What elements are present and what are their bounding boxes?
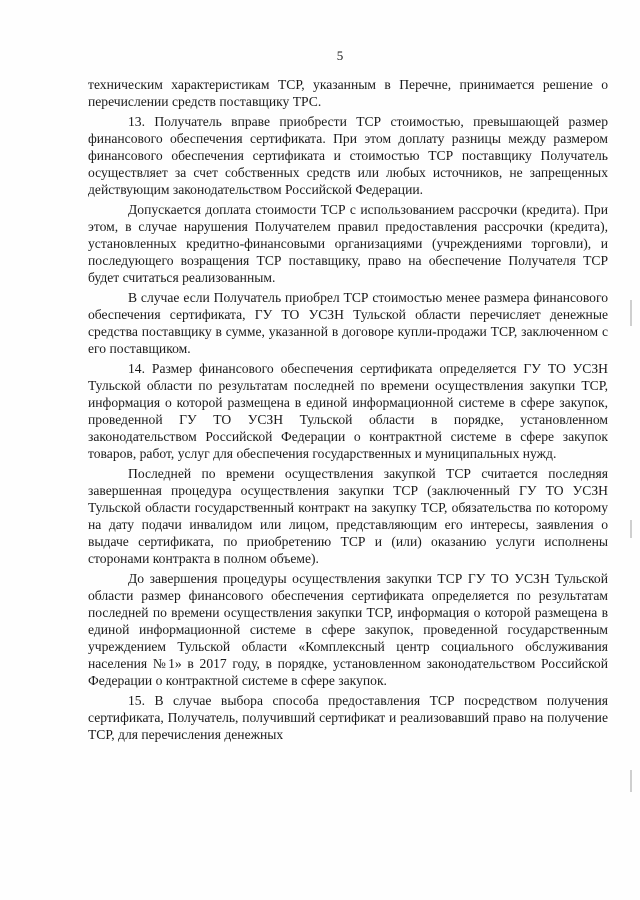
paragraph-last-procurement: Последней по времени осуществления закупкой ТСР считается последняя завершенная процедура осуществления закупки ТСР (заключенный ГУ ТО УСЗН Тульской области государственный контракт на закупку ТСР, обязательства по которому на дату подачи инвалидом или лицом, представляющим его интересы, заявления о выдаче сертификата, по приобретению ТСР и (или) оказанию услуги исполнены сторонами контракта в полном объеме).	[88, 466, 608, 566]
paragraph-item-13: 13. Получатель вправе приобрести ТСР стоимостью, превышающей размер финансового обеспечения сертификата. При этом доплату разницы между размером финансового обеспечения сертификата и стоимостью ТСР поставщику Получатель осуществляет за счет собственных средств или любых источников, не запрещенных действующим законодательством Российской Федерации.	[88, 114, 608, 197]
scan-edge-mark	[630, 770, 632, 792]
paragraph-item-15: 15. В случае выбора способа предоставления ТСР посредством получения сертификата, Получатель, получивший сертификат и реализовавший право на получение ТСР, для перечисления денежных	[88, 693, 608, 742]
page-number: 5	[336, 48, 344, 63]
paragraph-installment: Допускается доплата стоимости ТСР с использованием рассрочки (кредита). При этом, в случае нарушения Получателем правил предоставления рассрочки (кредита), установленных кредитно-финансовыми организациями (учреждениями торговли), и последующего возращения ТСР поставщику, право на обеспечение Получателя ТСР будет считаться реализованным.	[88, 202, 608, 285]
scan-edge-mark	[630, 300, 632, 326]
paragraph-lower-cost: В случае если Получатель приобрел ТСР стоимостью менее размера финансового обеспечения сертификата, ГУ ТО УСЗН Тульской области перечисляет денежные средства поставщику в сумме, указанной в договоре купли-продажи ТСР, заключенном с его поставщиком.	[88, 290, 608, 356]
paragraph-continuation: техническим характеристикам ТСР, указанным в Перечне, принимается решение о перечислении средств поставщику ТРС.	[88, 77, 608, 109]
paragraph-before-completion: До завершения процедуры осуществления закупки ТСР ГУ ТО УСЗН Тульской области размер финансового обеспечения сертификата определяется по результатам последней по времени осуществления закупки ТСР, информация о которой размещена в единой информационной системе в сфере закупок, проведенной государственным учреждением Тульской области «Комплексный центр социального обслуживания населения №1» в 2017 году, в порядке, установленном законодательством Российской Федерации о контрактной системе в сфере закупок.	[88, 571, 608, 688]
paragraph-item-14: 14. Размер финансового обеспечения сертификата определяется ГУ ТО УСЗН Тульской области по результатам последней по времени осуществления закупки ТСР, информация о которой размещена в единой информационной системе в сфере закупок, проведенной ГУ ТО УСЗН Тульской области в порядке, установленном законодательством Российской Федерации о контрактной системе в сфере закупок товаров, работ, услуг для обеспечения государственных и муниципальных нужд.	[88, 361, 608, 461]
document-body	[88, 76, 608, 746]
scan-edge-mark	[630, 520, 632, 538]
